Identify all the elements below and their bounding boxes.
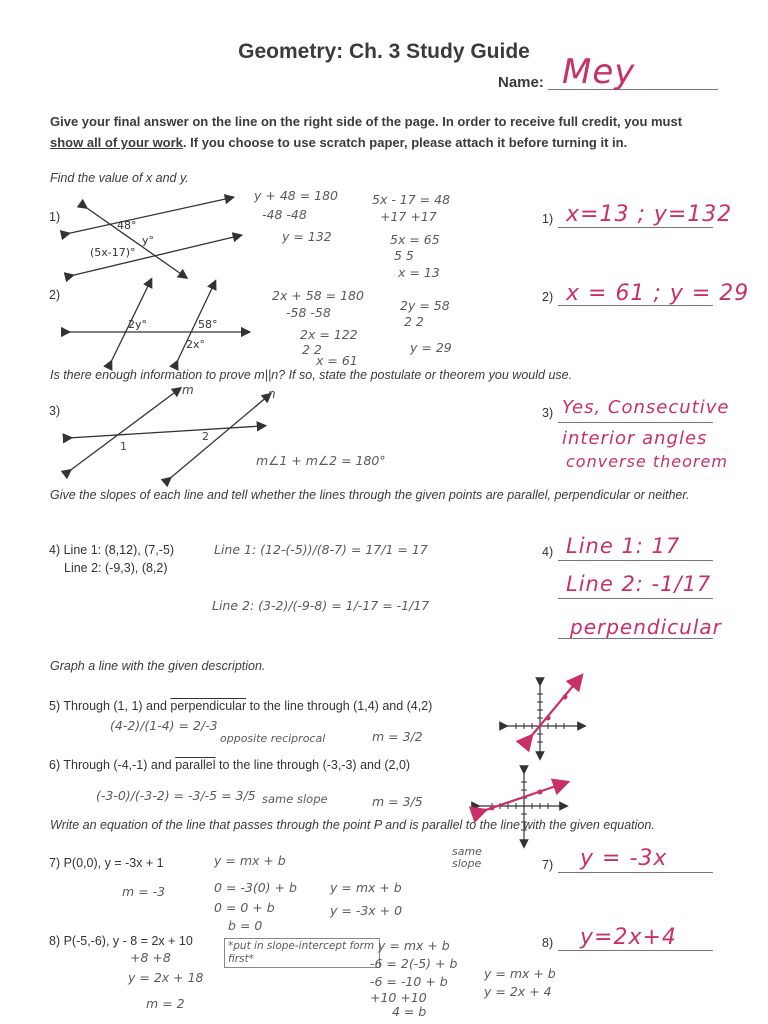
q3-label-n: n: [268, 387, 276, 401]
q6-work-2: same slope: [262, 792, 328, 806]
q1-work-a-1: y + 48 = 180: [254, 188, 339, 203]
page-title: Geometry: Ch. 3 Study Guide: [238, 40, 530, 63]
q8-answer-label: 8): [542, 936, 554, 950]
q1-answer: x=13 ; y=132: [566, 202, 733, 227]
q2-angle-a: 2y°: [128, 318, 148, 331]
q6-work-1: (-3-0)/(-3-2) = -3/-5 = 3/5: [96, 788, 256, 803]
q2-angle-c: 2x°: [186, 338, 206, 351]
q7-work-7: y = -3x + 0: [330, 903, 403, 918]
q3-label-m: m: [182, 383, 194, 397]
q2-answer: x = 61 ; y = 29: [566, 281, 750, 306]
q3-number: 3): [49, 404, 61, 418]
q5-work-3: m = 3/2: [372, 729, 423, 744]
q3-answer-line1: Yes, Consecutive: [562, 397, 730, 418]
q1-answer-label: 1): [542, 212, 554, 226]
q6-graph: [476, 770, 564, 844]
q4-line2: Line 2: (-9,3), (8,2): [64, 561, 168, 575]
q7-work-3: 0 = -3(0) + b: [214, 880, 297, 895]
q2-work-b-3: y = 29: [410, 340, 452, 355]
q7-answer-label: 7): [542, 858, 554, 872]
section-prove-parallel: Is there enough information to prove m||n? If so, state the postulate or theorem you would use.: [50, 368, 573, 382]
q2-work-b-1: 2y = 58: [400, 298, 450, 313]
q8-work-5: y = mx + b: [378, 938, 450, 953]
q1-work-a-2: -48 -48: [262, 207, 307, 222]
q7-work-5: b = 0: [228, 918, 263, 933]
q4-work-line2: Line 2: (3-2)/(-9-8) = 1/-17 = -1/17: [212, 598, 430, 613]
q8-work-4: *put in slope-intercept form first*: [224, 938, 380, 968]
q7-work-6: y = mx + b: [330, 880, 402, 895]
q8-work-3: m = 2: [146, 996, 185, 1011]
q8-answer: y=2x+4: [580, 925, 677, 950]
q3-label-1: 1: [120, 440, 127, 453]
q1-work-b-5: x = 13: [398, 265, 440, 280]
q2-work-a-3: 2x = 122: [300, 327, 358, 342]
instructions-underlined: show all of your work: [50, 135, 183, 150]
q8-work-8: +10 +10: [370, 990, 427, 1005]
q1-work-b-3: 5x = 65: [390, 232, 440, 247]
q2-number: 2): [49, 288, 61, 302]
q2-work-a-2: -58 -58: [286, 305, 331, 320]
q4-answer-label: 4): [542, 545, 554, 559]
q4-work-line1: Line 1: (12-(-5))/(8-7) = 17/1 = 17: [214, 542, 428, 557]
q3-answer-line3: converse theorem: [566, 452, 728, 471]
q8-text: 8) P(-5,-6), y - 8 = 2x + 10: [49, 934, 193, 948]
q8-work-1: +8 +8: [130, 950, 171, 965]
q1-angle-b: (5x-17)°: [90, 246, 136, 259]
q3-label-2: 2: [202, 430, 209, 443]
q3-answer-line2: interior angles: [562, 428, 708, 449]
q6-work-3: m = 3/5: [372, 794, 423, 809]
q1-angle-c: y°: [142, 234, 155, 247]
q7-work-8: same slope: [452, 845, 482, 870]
q1-work-b-4: 5 5: [394, 248, 414, 263]
q2-work-a-1: 2x + 58 = 180: [272, 288, 364, 303]
q7-work-2: m = -3: [122, 884, 166, 899]
q1-angle-a: 48°: [117, 219, 137, 232]
q2-work-a-4: 2 2: [302, 342, 322, 357]
section-equation: Write an equation of the line that passes through the point P and is parallel to the line with the given equation.: [50, 818, 655, 832]
q2-angle-b: 58°: [198, 318, 218, 331]
q8-work-7: -6 = -10 + b: [370, 974, 448, 989]
q4-line1: 4) Line 1: (8,12), (7,-5): [49, 543, 175, 557]
q4-answer-line3: perpendicular: [570, 615, 722, 639]
q1-number: 1): [49, 210, 61, 224]
name-label: Name:: [498, 74, 544, 91]
q5-text: 5) Through (1, 1) and perpendicular to the line through (1,4) and (4,2): [49, 699, 433, 713]
q1-work-b-2: +17 +17: [380, 209, 437, 224]
q5-work-1: (4-2)/(1-4) = 2/-3: [110, 718, 218, 733]
q7-answer: y = -3x: [580, 846, 668, 871]
q5-graph: [504, 680, 582, 756]
q4-answer-line2: Line 2: -1/17: [566, 572, 712, 596]
q3-answer-label: 3): [542, 406, 554, 420]
q1-work-a-3: y = 132: [282, 229, 332, 244]
q8-work-11: y = 2x + 4: [484, 984, 552, 999]
q2-answer-label: 2): [542, 290, 554, 304]
q5-work-2: opposite reciprocal: [220, 732, 326, 745]
q2-work-a-5: x = 61: [316, 353, 358, 368]
section-find-x-y: Find the value of x and y.: [50, 171, 189, 185]
section-slopes: Give the slopes of each line and tell whether the lines through the given points are parallel, perpendicular or neither.: [50, 488, 690, 502]
q7-work-4: 0 = 0 + b: [214, 900, 275, 915]
q8-work-9: 4 = b: [392, 1004, 427, 1019]
q8-work-10: y = mx + b: [484, 966, 556, 981]
q7-text: 7) P(0,0), y = -3x + 1: [49, 856, 164, 870]
q8-work-2: y = 2x + 18: [128, 970, 204, 985]
name-signature: Mey: [562, 52, 636, 92]
q4-answer-line1: Line 1: 17: [566, 534, 681, 558]
q2-diagram: [66, 282, 246, 364]
instructions: Give your final answer on the line on the right side of the page. In order to receive full credit, you must show all of your work. If you choose to use scratch paper, please attach it before turning it in.: [50, 114, 683, 150]
section-graph: Graph a line with the given description.: [50, 659, 266, 673]
q3-diagram: [68, 390, 268, 480]
q3-work: m∠1 + m∠2 = 180°: [256, 453, 386, 468]
q8-work-6: -6 = 2(-5) + b: [370, 956, 458, 971]
q6-text: 6) Through (-4,-1) and parallel to the line through (-3,-3) and (2,0): [49, 758, 411, 772]
q7-work-1: y = mx + b: [214, 853, 286, 868]
q2-work-b-2: 2 2: [404, 314, 424, 329]
q1-work-b-1: 5x - 17 = 48: [372, 192, 451, 207]
